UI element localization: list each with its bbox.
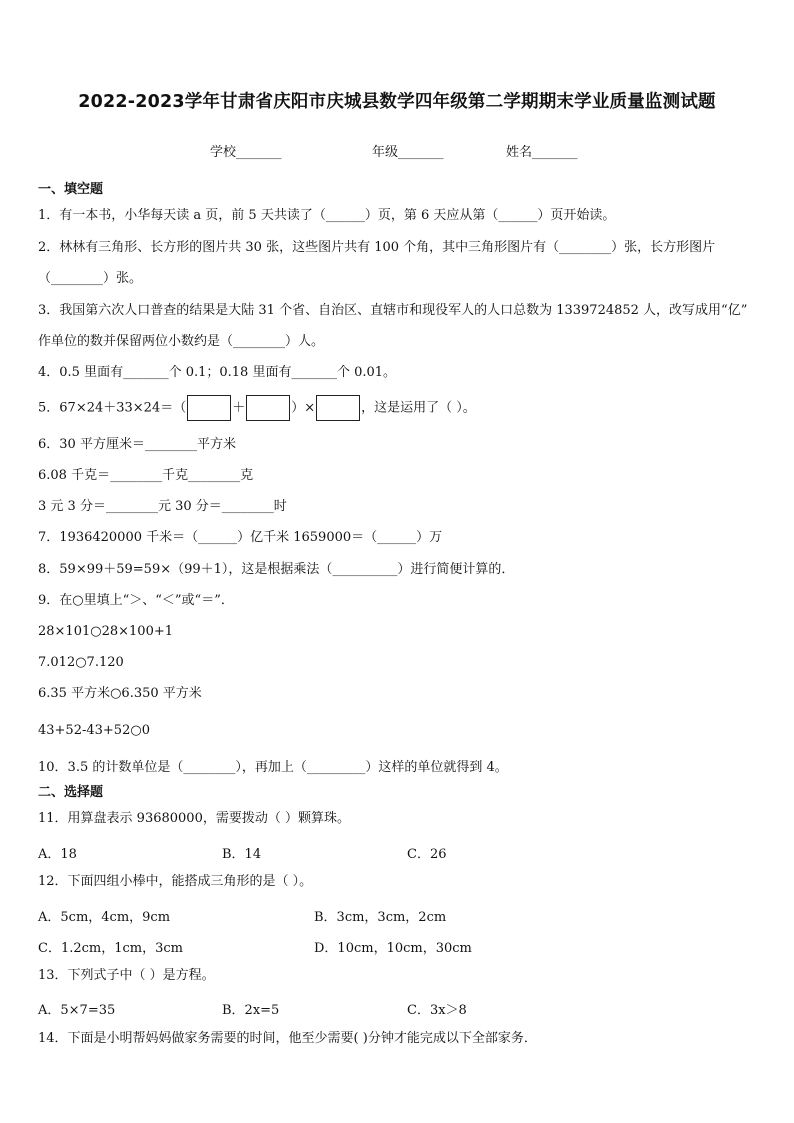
q13-option-a: A．5×7=35 [38, 1003, 116, 1018]
grade-field: 年级_______ [372, 145, 444, 160]
question-10: 10．3.5 的计数单位是（________），再加上（_________）这样的单位就得到 4。 [38, 760, 508, 775]
section-multiple-choice: 二、选择题 [38, 785, 104, 800]
question-7: 7．1936420000 千米＝（______）亿千米 1659000＝（______）万 [38, 530, 443, 545]
q11-option-c: C．26 [407, 847, 447, 862]
question-9-item-4: 43+52-43+52○0 [38, 723, 150, 738]
q13-option-b: B．2x=5 [222, 1003, 280, 1018]
question-2-line-1: 2．林林有三角形、长方形的图片共 30 张，这些图片共有 100 个角，其中三角形图片有（________）张，长方形图片 [38, 240, 716, 255]
question-6-part-3: 3 元 3 分＝________元 30 分＝________时 [38, 499, 287, 514]
question-5-suffix: ，这是运用了（ ）。 [361, 400, 476, 416]
question-5-close: ）× [291, 400, 316, 416]
q12-option-b: B．3cm，3cm，2cm [314, 910, 447, 925]
q11-option-b: B．14 [222, 847, 262, 862]
q12-option-a: A．5cm，4cm，9cm [38, 910, 171, 925]
question-6-part-1: 6．30 平方厘米＝________平方米 [38, 437, 236, 452]
question-4: 4．0.5 里面有_______个 0.1；0.18 里面有_______个 0.01。 [38, 365, 397, 380]
question-9-item-2: 7.012○7.120 [38, 655, 124, 670]
q11-option-a: A．18 [38, 847, 77, 862]
question-9-item-3: 6.35 平方米○6.350 平方米 [38, 686, 202, 701]
question-6-part-2: 6.08 千克＝________千克________克 [38, 468, 254, 483]
question-2-line-2: （________）张。 [38, 271, 143, 286]
name-field: 姓名_______ [506, 145, 578, 160]
school-field: 学校_______ [210, 145, 282, 160]
q13-option-c: C．3x＞8 [407, 1003, 467, 1018]
answer-box [187, 395, 231, 421]
exam-title: 2022-2023学年甘肃省庆阳市庆城县数学四年级第二学期期末学业质量监测试题 [78, 92, 716, 112]
question-9: 9．在○里填上“＞、“＜”或“＝”． [38, 593, 234, 608]
section-fill-blank: 一、填空题 [38, 182, 104, 197]
q12-option-c: C．1.2cm，1cm，3cm [38, 941, 183, 956]
question-5 [38, 395, 476, 422]
answer-box [316, 395, 360, 421]
question-1: 1．有一本书，小华每天读 a 页，前 5 天共读了（______）页，第 6 天应从第（______）页开始读。 [38, 208, 616, 223]
answer-box [246, 395, 290, 421]
question-8: 8．59×99＋59=59×（99＋1），这是根据乘法（__________）进行简便计算的． [38, 562, 515, 577]
question-11: 11．用算盘表示 93680000，需要拨动（ ）颗算珠。 [38, 811, 350, 826]
question-5-prefix: 5．67×24＋33×24＝（ [38, 400, 187, 416]
q12-option-d: D．10cm，10cm，30cm [314, 941, 472, 956]
question-12: 12．下面四组小棒中，能搭成三角形的是（ ）。 [38, 874, 313, 889]
question-3-line-1: 3．我国第六次人口普查的结果是大陆 31 个省、自治区、直辖市和现役军人的人口总数为 1339724852 人，改写成用“亿” [38, 303, 748, 318]
question-14: 14．下面是小明帮妈妈做家务需要的时间，他至少需要( )分钟才能完成以下全部家务． [38, 1031, 537, 1046]
question-9-item-1: 28×101○28×100+1 [38, 624, 174, 639]
question-3-line-2: 作单位的数并保留两位小数约是（________）人。 [38, 334, 325, 349]
plus-sign: ＋ [232, 400, 246, 416]
question-13: 13．下列式子中（ ）是方程。 [38, 968, 215, 983]
